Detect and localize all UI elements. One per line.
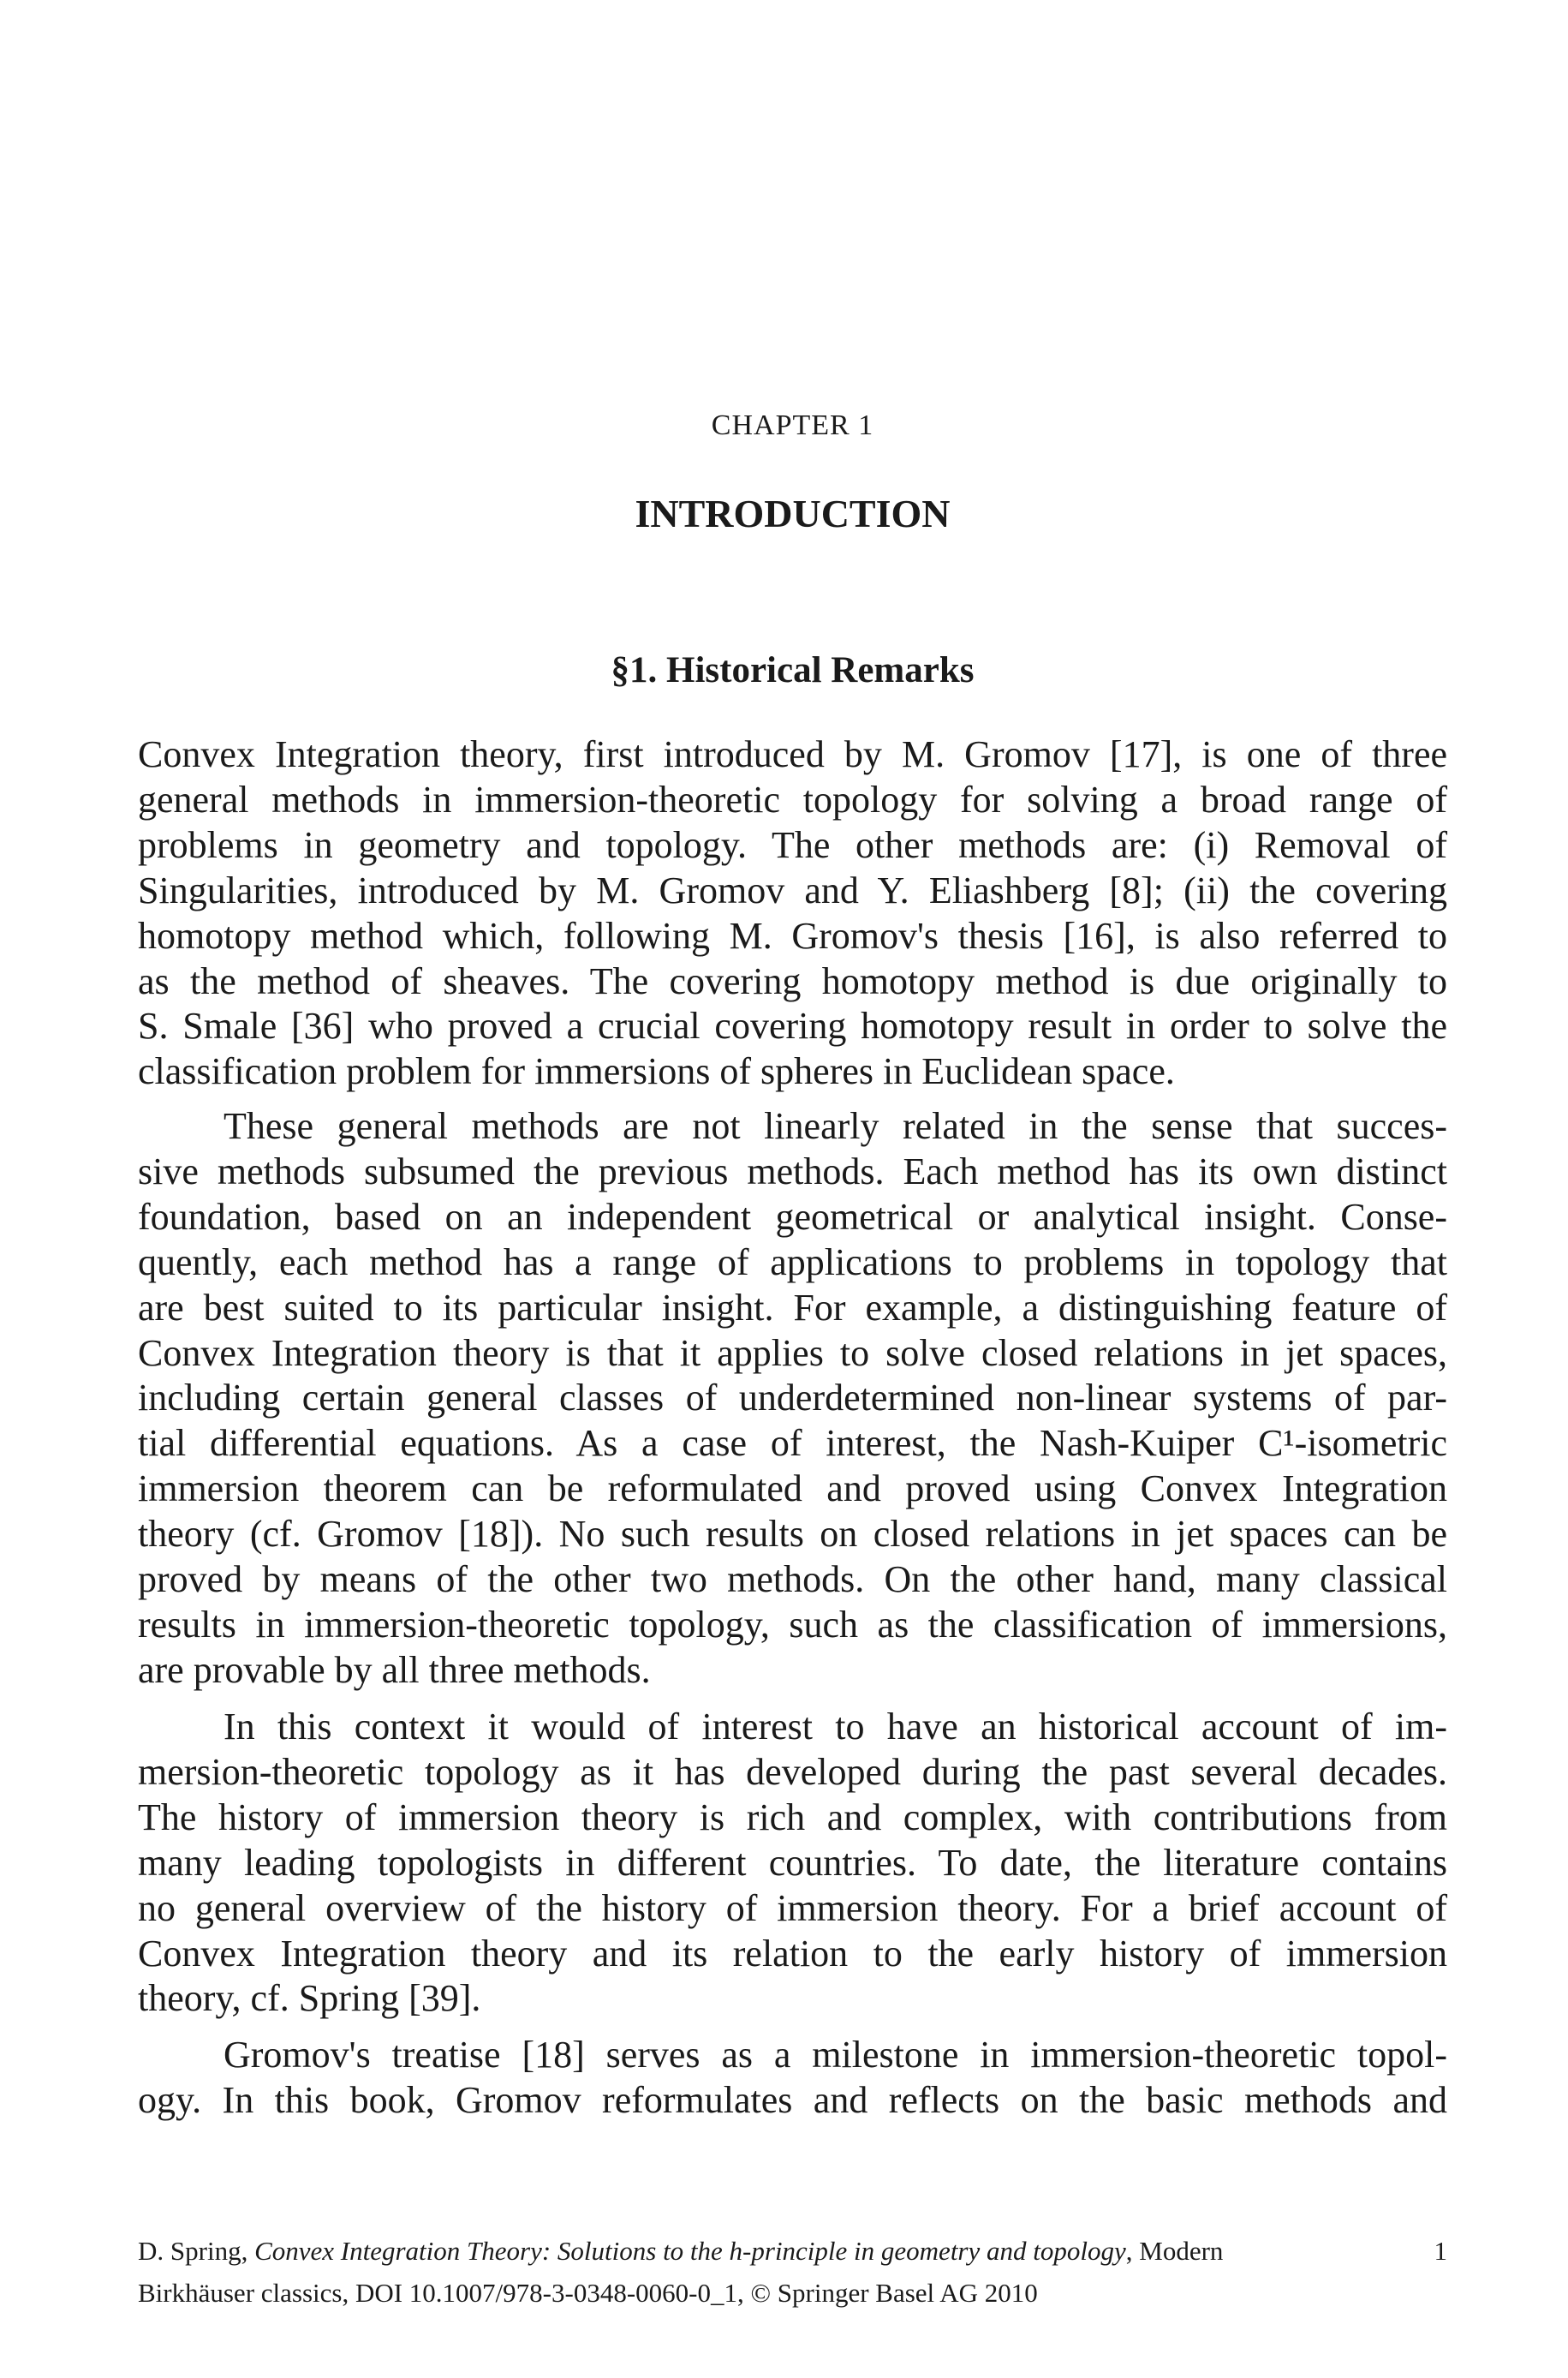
paragraph-line: Convex Integration theory and its relation to the early history of immersion xyxy=(138,1932,1447,1975)
paragraph-line: including certain general classes of underdetermined non-linear systems of par- xyxy=(138,1377,1447,1419)
paragraph-line: homotopy method which, following M. Gromov's thesis [16], is also referred to xyxy=(138,914,1447,957)
page-number: 1 xyxy=(1434,2236,1447,2266)
footer-author: D. Spring, xyxy=(138,2236,255,2266)
paragraph-line: Convex Integration theory, first introduced by M. Gromov [17], is one of three xyxy=(138,733,1447,775)
footer-series: , Modern xyxy=(1125,2236,1224,2266)
chapter-label: CHAPTER 1 xyxy=(711,409,874,441)
paragraph-line: mersion-theoretic topology as it has developed during the past several decades. xyxy=(138,1750,1447,1793)
paragraph-line: are provable by all three methods. xyxy=(138,1648,651,1691)
footer-doi: Birkhäuser classics, DOI 10.1007/978-3-0348-0060-0_1, © Springer Basel AG 2010 xyxy=(138,2278,1038,2308)
paragraph-line: Convex Integration theory is that it applies to solve closed relations in jet spaces, xyxy=(138,1331,1447,1374)
paragraph-line: proved by means of the other two methods. On the other hand, many classical xyxy=(138,1558,1447,1600)
paragraph-line: results in immersion-theoretic topology, such as the classification of immersions, xyxy=(138,1603,1447,1646)
paragraph-line: theory, cf. Spring [39]. xyxy=(138,1977,481,2020)
paragraph-line: sive methods subsumed the previous methods. Each method has its own distinct xyxy=(138,1150,1447,1192)
paragraph-line: no general overview of the history of immersion theory. For a brief account of xyxy=(138,1886,1447,1929)
paragraph-line: foundation, based on an independent geometrical or analytical insight. Conse- xyxy=(138,1195,1447,1238)
section-title: §1. Historical Remarks xyxy=(611,650,975,690)
paragraph-line: as the method of sheaves. The covering homotopy method is due originally to xyxy=(138,959,1447,1002)
paragraph-line: immersion theorem can be reformulated and proved using Convex Integration xyxy=(138,1467,1447,1510)
paragraph-line: problems in geometry and topology. The other methods are: (i) Removal of xyxy=(138,823,1447,866)
paragraph-line: tial differential equations. As a case of interest, the Nash-Kuiper C¹-isometric xyxy=(138,1422,1447,1465)
paragraph-line: theory (cf. Gromov [18]). No such results on closed relations in jet spaces can be xyxy=(138,1513,1447,1556)
chapter-title: INTRODUCTION xyxy=(635,492,951,535)
paragraph-line: quently, each method has a range of applications to problems in topology that xyxy=(138,1240,1447,1283)
paragraph-line: ogy. In this book, Gromov reformulates and reflects on the basic methods and xyxy=(138,2078,1447,2121)
paragraph-line: The history of immersion theory is rich and complex, with contributions from xyxy=(138,1795,1447,1838)
paragraph-line: many leading topologists in different countries. To date, the literature contains xyxy=(138,1841,1447,1884)
footer-citation xyxy=(138,2236,1223,2267)
paragraph-line: classification problem for immersions of spheres in Euclidean space. xyxy=(138,1050,1175,1093)
paragraph-line: Gromov's treatise [18] serves as a milestone in immersion-theoretic topol- xyxy=(224,2034,1447,2076)
paragraph-line: In this context it would of interest to have an historical account of im- xyxy=(224,1706,1447,1748)
paragraph-line: are best suited to its particular insight. For example, a distinguishing feature of xyxy=(138,1286,1447,1329)
paragraph-line: Singularities, introduced by M. Gromov and Y. Eliashberg [8]; (ii) the covering xyxy=(138,869,1447,911)
paragraph-line: These general methods are not linearly related in the sense that succes- xyxy=(224,1105,1447,1147)
paragraph-line: general methods in immersion-theoretic topology for solving a broad range of xyxy=(138,778,1447,821)
paragraph-line: S. Smale [36] who proved a crucial covering homotopy result in order to solve the xyxy=(138,1005,1447,1048)
footer-book-title: Convex Integration Theory: Solutions to the h-principle in geometry and topology xyxy=(254,2236,1126,2266)
